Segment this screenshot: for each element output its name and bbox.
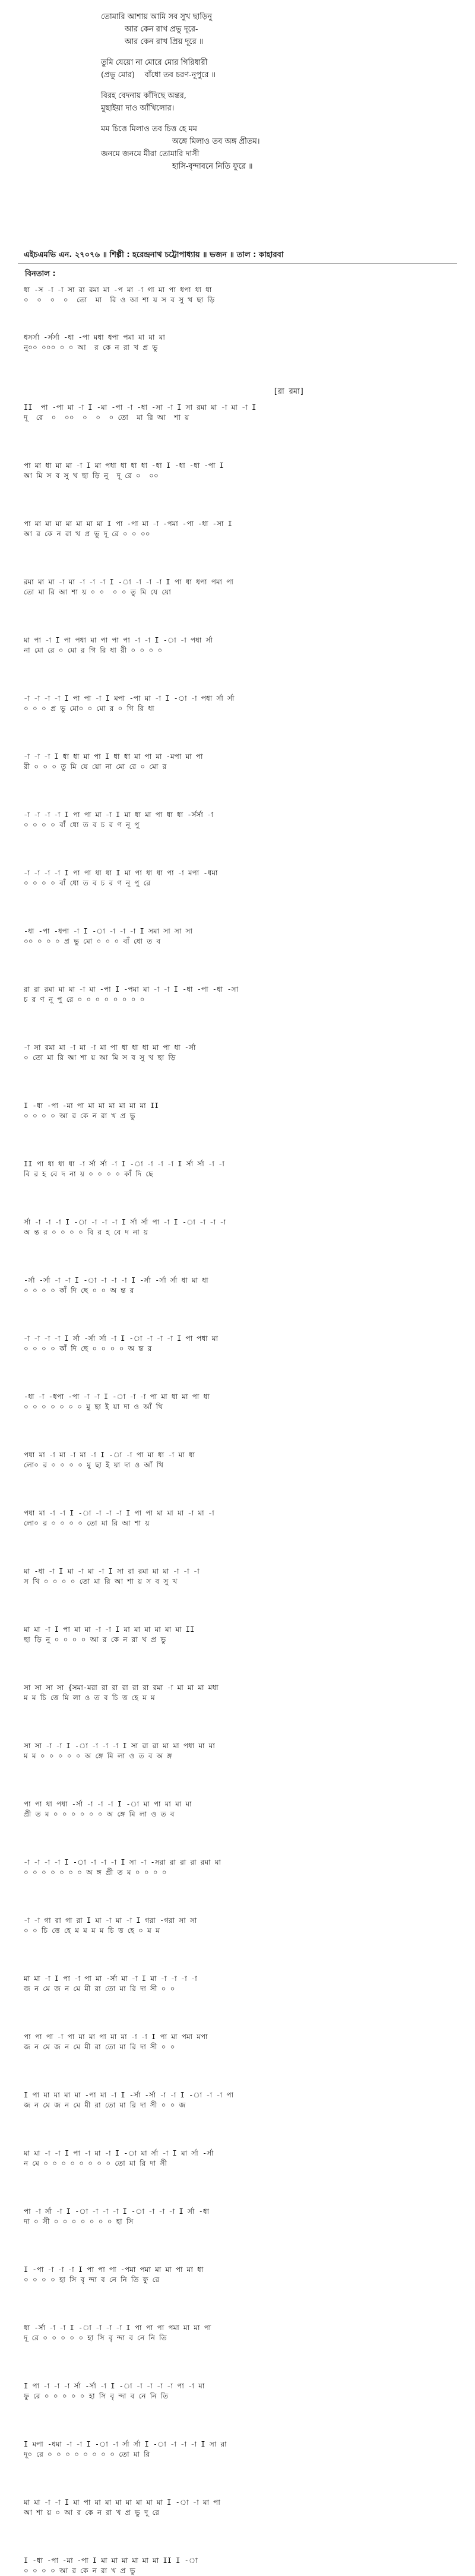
syllable-row: ০ ০ ০ ০ তো মা রি ও আ শা য় স ব সু খ ছা ড়ি (24, 296, 215, 304)
syllable-row: ০ ০ ০ ০ আ র কে ন রা খ প্র ভু (24, 1112, 135, 1120)
syllable-row: দূ রে ০ ০ ০ ০ ০ হা সি বৃ ন্দা ব নে নি তি (24, 2334, 167, 2342)
syllable-row: লো০ র ০ ০ ০ ০ মু ছা ই য়া দা ও আঁ খি (24, 1461, 163, 1469)
syllable-row: তো মা রি আ শা য় ০ ০ ০ ০ তু মি যে য়ো (24, 588, 171, 596)
syllable-row: রী ০ ০ ০ তু মি যে য়ো না মো রে ০ মো র (24, 762, 167, 771)
syllable-row: দূ০ রে ০ ০ ০ ০ ০ ০ ০ ০ তো মা রি (24, 2450, 150, 2458)
lyrics (101, 11, 457, 181)
notation-block (24, 2381, 457, 2401)
notation-row: মা মা -া -া I মা পা মা মা মা মা মা মা মা I -া -া মা পা (24, 2498, 220, 2507)
notation-row: -া -া -া -া I পা পা মা -া I মা ধা মা পা ধা ধা -র্সর্সা -া (24, 811, 214, 819)
syllable-row: ন মে ০ ০ ০ ০ ০ ০ ০ ০ তো মা রি দা সী (24, 2159, 167, 2167)
notation-block (24, 1857, 457, 1878)
notation-row: I পা মা মা মা মা -পা মা -া I -র্সা -র্সা -া -া I -া -া -া পা (24, 2091, 234, 2099)
notation-block (24, 694, 457, 714)
notation-row: -া -া -া -া I পা পা ধা ধা I মা পা ধা ধা পা -া মপা -ধমা (24, 869, 218, 877)
notation-block (24, 926, 457, 947)
notation-block (24, 1974, 457, 1994)
notation-row: -া সা রমা মা -া মা -া মা পা ধা ধা ধা মা পা ধা -র্সা (24, 1043, 196, 1052)
lyrics-line: আর কেন রাখ প্রভু দূরে- (125, 25, 198, 34)
syllable-row: জ ন মে জ ন মে মী রা তো মা রি দা সী ০ ০ জ (24, 2101, 186, 2109)
notation-row: I মপা -ধমা -া -া I -া -া র্সা র্সা I -া -া -া -া I সা রা (24, 2440, 227, 2448)
section-label: বিনতাল : (25, 270, 56, 279)
syllable-row: দূ রে ০ ০০ ০ ০ ০ তো মা রি আ শা য় (24, 413, 189, 422)
record-info-header: এইচএমভি এন. ২৭০৭৬ ॥ শিল্পী : হরেন্দ্রনাথ চট্টোপাধ্যায় ॥ ভজন ॥ তাল : কাহারবা (24, 251, 284, 260)
syllable-row: ছা ড়ি নু ০ ০ ০ ০ আ র কে ন রা খ প্র ভু (24, 1635, 166, 1644)
syllable-row: ০ ০ ০ ০ ০ ০ ০ অ ঙ্গ প্রী ত ম ০ ০ ০ ০ (24, 1868, 167, 1876)
lyrics-line: আর কেন রাখ প্রিয় দূরে ॥ (125, 37, 204, 46)
notation-row: -ধা -া -ধপা -পা -া -া I -া -া -া পা মা ধা মা পা ধা (24, 1393, 210, 1401)
notation-block (24, 810, 457, 830)
syllable-row: স খি ০ ০ ০ ০ তো মা রি আ শা য় স ব সু খ (24, 1577, 178, 1586)
intro-block (24, 285, 457, 305)
notation-block (24, 2265, 457, 2285)
notation-row: পধা মা -া -া I -া -া -া -া I পা পা মা মা মা -া মা -া (24, 1509, 214, 1517)
syllable-row: ০ ০ ০ ০ বাঁ ধো ত ব চ র ণ নূ পু (24, 821, 140, 829)
notation-block (24, 1276, 457, 1296)
notation-block (24, 2498, 457, 2518)
lyrics-stanza-1 (101, 11, 457, 48)
notation-block (24, 1043, 457, 1063)
notation-row: মা মা -া -া I পা -া মা -া I -া মা র্সা -া I মা র্সা -র্সা (24, 2149, 214, 2157)
notation-block (24, 1799, 457, 1819)
syllable-row: আ র কে ন রা খ প্র ভু দূ রে ০ ০ ০০ (24, 530, 150, 538)
notation-row: র্সা -া -া -া I -া -া -া -া I র্সা র্সা পা -া I -া -া -া -া (24, 1218, 226, 1226)
notation-row: রমা মা মা -া মা -া -া -া I -া -া -া -া I পা ধা ধপা পমা পা (24, 578, 233, 586)
syllable-row: জ ন মে জ ন মে মী রা তো মা রি দা সী ০ ০ (24, 2043, 175, 2051)
lyrics-stanza-4 (101, 123, 457, 173)
notation-row: I -ধা -পা -মা পা মা মা মা মা মা মা II (24, 1102, 159, 1110)
notation-block (24, 1159, 457, 1179)
notation-block (24, 868, 457, 888)
notation-row: মা পা -া I পা পধা মা পা পা পা -া -া I -া -া পধা র্সা (24, 636, 213, 644)
lyrics-line: হাসি-বৃন্দাবনে নিতি ফুরে ॥ (172, 162, 253, 171)
syllable-row: ০ ০ ০ প্র ভু মো০ ০ মো র ০ গি রি ধা (24, 704, 154, 713)
syllable-row: ০ ০ ০ ০ কাঁ দি ছে ০ ০ ০ ০ অ ন্ত র (24, 1344, 152, 1353)
notation-row: ধা -স -া -া সা রা রমা মা -প মা -া গা মা পা ধপা ধা ধা (24, 286, 212, 294)
notation-row: পধা মা -া মা -া মা -া I -া -া পা মা ধা -া মা ধা (24, 1451, 195, 1459)
notation-block (24, 2148, 457, 2169)
notation-row: মা -ধা -া I মা -া মা -া I সা রা রমা মা মা -া -া -া (24, 1567, 200, 1575)
syllable-row: প্রী ত ম ০ ০ ০ ০ ০ ০ অ ঙ্গে মি লা ও ত ব (24, 1810, 175, 1818)
syllable-row: ০ ০ চি ত্তে হে ম ম ম ম চি ত্ত হে ০ ম ম (24, 1926, 160, 1935)
notation-row: -া -া -া -া I পা পা -া I মপা -পা মা -া I -া -া পধা র্সা র্সা (24, 694, 235, 702)
syllable-row: দা ০ সী ০ ০ ০ ০ ০ ০ ০ হা সি (24, 2217, 134, 2226)
notation-block (24, 519, 457, 539)
syllable-row: ০ ০ ০ ০ হা সি বৃ ন্দা ব নে নি তি ফু রে (24, 2276, 160, 2284)
syllable-row: ০ তো মা রি আ শা য় আ মি স ব সু খ ছা ড়ি (24, 1053, 176, 1062)
lyrics-stanza-3 (101, 90, 457, 115)
notation-block (24, 1508, 457, 1528)
notation-row: পা পা ধা পধা -র্সা -া -া -া I -া মা পা মা মা মা (24, 1800, 192, 1808)
lyrics-line: অঙ্গে মিলাও তব অঙ্গ প্রীতম। (172, 137, 260, 146)
lyrics-line: মম চিত্তে মিলাও তব চিত্ত হে মম (101, 125, 198, 134)
syllable-row: আ মি স ব সু খ ছা ড়ি নু দূ রে ০ ০০ (24, 471, 159, 480)
notation-block (24, 2323, 457, 2343)
notation-row: -া -া -া -া I র্সা -র্সা র্সা -া I -া -া -া -া I পা পধা মা (24, 1334, 218, 1343)
lyrics-stanza-2 (101, 56, 457, 81)
notation-row: I -পা -া -া -া I পা পা পা -পমা পমা মা মা পা মা ধা (24, 2265, 204, 2274)
lyrics-line: তোমারি আশায় আমি সব সুখ ছাড়িনু (101, 12, 213, 21)
notation-row: পা -া র্সা -া I -া -া -া -া I -া -া -া -া I র্সা -ধা (24, 2207, 210, 2216)
syllable-row: লো০ র ০ ০ ০ ০ তো মা রি আ শা য় (24, 1519, 150, 1527)
syllable-row: আ শা য় ০ আ র কে ন রা খ প্র ভু দূ রে (24, 2508, 160, 2517)
lyrics-line: (প্রভু মোর) বাঁধো তব চরণ-নূপুরে ॥ (101, 71, 216, 80)
syllable-row: ফু রে ০ ০ ০ ০ ০ হা সি বৃ ন্দা ব নে নি তি (24, 2392, 169, 2400)
syllable-row: জ ন মে জ ন মে মী রা তো মা রি দা সী ০ ০ (24, 1985, 175, 1993)
notation-row: রা রা রমা মা মা -া মা -পা I -পমা মা -া -া I -ধা -পা -ধা -সা (24, 985, 239, 993)
notation-row: মা মা -া I পা মা মা -া -া I মা মা মা মা মা মা II (24, 1625, 195, 1634)
notation-block (24, 2556, 457, 2576)
notation-block (24, 1567, 457, 1587)
syllable-row: ০ ০ ০ ০ বাঁ ধো ত ব চ র ণ নূ পু রে (24, 879, 151, 887)
syllable-row: বি র হ বে দ না য় ০ ০ ০ ০ কাঁ দি ছে (24, 1170, 153, 1178)
lyrics-line: জনমে জনমে মীরা তোমারি দাসী (101, 150, 200, 159)
notation-block (24, 2032, 457, 2052)
notation-block (24, 2439, 457, 2460)
notation-block (24, 1625, 457, 1645)
notation-row: I পা -া -া -া র্সা -র্সা -া I -া -া -া -া -া পা -া মা (24, 2382, 205, 2390)
header-divider (18, 263, 457, 264)
notation-block (24, 1101, 457, 1121)
bracket-marker: [রা রমা] (273, 387, 305, 396)
syllable-row: ০০ ০ ০ ০ প্র ভু মো ০ ০ ০ বাঁ ধো ত ব (24, 937, 161, 945)
notation-row: পা পা পা -া পা মা মা পা মা মা -া -া I পা মা পমা মপা (24, 2033, 208, 2041)
notation-block (24, 577, 457, 597)
notation-row: II পা ধা ধা ধা -া র্সা র্সা -া I -া -া -া -া I র্সা র্সা -া -া (24, 1160, 224, 1168)
notation-row: -া -া গা রা গা রা I মা -া মা -া I গরা -গরা সা সা (24, 1916, 197, 1925)
notation-block (24, 461, 457, 481)
lyrics-line: বিরহ বেদনায় কাঁদিছে অন্তর, (101, 91, 186, 100)
notation-block (24, 1683, 457, 1703)
notation-block (24, 2207, 457, 2227)
notation-block (24, 1217, 457, 1238)
notation-block (24, 1334, 457, 1354)
notation-block (24, 2090, 457, 2110)
notation-row: II পা -পা মা -া I -মা -পা -া -ধা -সা -া I সা রমা মা -া মা -া I (24, 403, 256, 412)
syllable-row: ০ ০ ০ ০ ০ ০ ০ মু ছা ই য়া দা ও আঁ খি (24, 1403, 163, 1411)
notation-row: মা মা -া I পা -া পা মা -র্সা মা -া I মা -া -া -া -া (24, 1974, 197, 1983)
notation-block (24, 403, 457, 423)
syllable-row: না মো রে ০ মো র গি রি ধা রী ০ ০ ০ ০ (24, 646, 163, 654)
syllable-row: ম ম চি ত্তে মি লা ও ত ব চি ত্ত হে ম ম (24, 1694, 155, 1702)
notation-row: ধসর্সা -র্সর্সা -ধা -পা মধা ধপা পমা মা মা মা (24, 333, 165, 341)
notation-block (24, 985, 457, 1005)
notation-row: -া -া -া -া I -া -া -া -া I সা -া -সরা রা রা রা রমা মা (24, 1858, 221, 1866)
notation-block (24, 1450, 457, 1470)
syllable-row: ম ম ০ ০ ০ ০ ০ অ ঙ্গে মি লা ও ত ব অ ঙ্গ (24, 1752, 172, 1760)
notation-row: -ধা -পা -ধপা -া I -া -া -া -া I সমা সা সা সা (24, 927, 192, 935)
notation-row: I -ধা -পা -মা -পা I মা মা মা মা মা মা II I -া (24, 2556, 198, 2565)
notation-row: সা সা সা সা {সমা-মরা রা রা রা রা রা রমা -া মা মা মা মধা (24, 1683, 218, 1692)
notation-block (24, 635, 457, 656)
notation-block (24, 1392, 457, 1412)
syllable-row: নু০০ ০০০ ০ ০ আ র কে ন রা খ প্র ভু (24, 343, 158, 352)
notation-row: পা মা মা মা মা মা মা মা I পা -পা মা -া -পমা -পা -ধা -সা I (24, 520, 232, 528)
notation-row: -া -া -া I ধা ধা মা পা I ধা ধা মা পা মা -মপা মা পা (24, 752, 203, 761)
notation-row: -র্সা -র্সা -া -া I -া -া -া -া I -র্সা -র্সা র্সা ধা মা ধা (24, 1276, 208, 1284)
notation-row: পা মা ধা মা মা -া I মা পধা ধা ধা ধা -ধা I -ধা -ধা -পা I (24, 461, 224, 470)
notation-block (24, 752, 457, 772)
notation-block (24, 1916, 457, 1936)
syllable-row: অ ন্ত র ০ ০ ০ ০ বি র হ বে দ না য় (24, 1228, 148, 1236)
notation-row: ধা -র্সা -া -া I -া -া -া -া I পা পা পা পমা মা মা পা (24, 2324, 211, 2332)
syllable-row: চ র ণ নূ পু রে ০ ০ ০ ০ ০ ০ ০ ০ (24, 995, 145, 1004)
lyrics-line: মুছাইয়া দাও আঁখিলোর। (101, 104, 175, 113)
lyrics-line: তুমি যেয়ো না মোরে মোর গিরিধারী (101, 58, 208, 67)
intro-block (24, 333, 457, 353)
notation-row: সা সা -া -া I -া -া -া -া I সা রা রা মা মা পধা মা মা (24, 1742, 215, 1750)
syllable-row: ০ ০ ০ ০ কাঁ দি ছে ০ ০ অ ন্ত র (24, 1286, 134, 1295)
notation-block (24, 1741, 457, 1761)
syllable-row: ০ ০ ০ ০ আ র কে ন রা খ প্র ভু (24, 2566, 135, 2575)
